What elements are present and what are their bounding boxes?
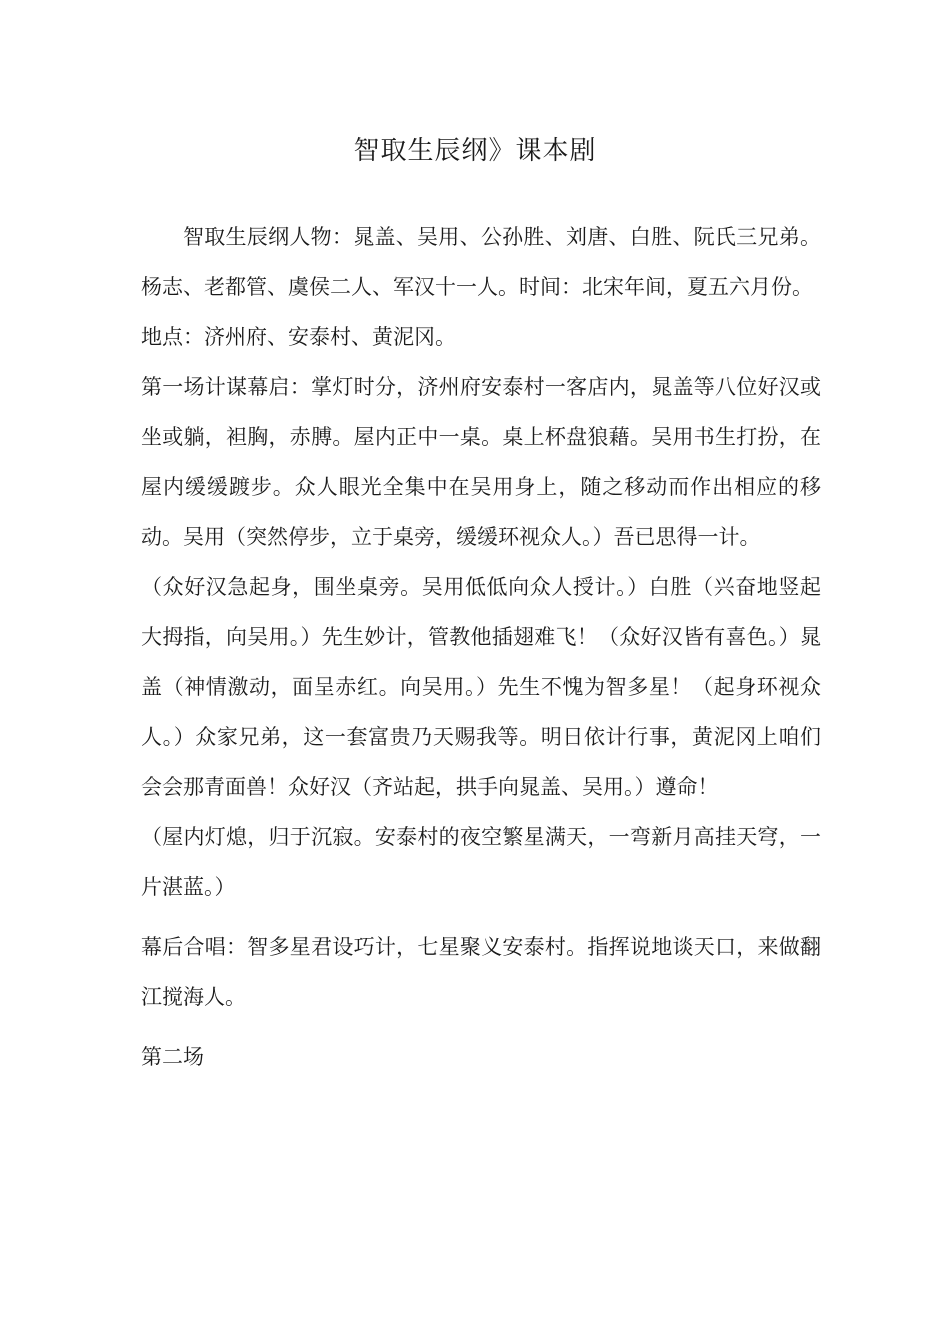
paragraph-plan: （众好汉急起身，围坐桌旁。吴用低低向众人授计。）白胜（兴奋地竖起大拇指，向吴用。）先生妙计，管教他插翅难飞！（众好汉皆有喜色。）晁盖（神情激动，面呈赤红。向吴用。）先生不愧为智多星！（起身环视众人。）众家兄弟，这一套富贵乃天赐我等。明日依计行事，黄泥冈上咱们会会那青面兽！众好汉（齐站起，拱手向晁盖、吴用。）遵命！ [141, 575, 821, 799]
document-title: 智取生辰纲》课本剧 [353, 136, 597, 166]
paragraph-chorus: 幕后合唱：智多星君设巧计，七星聚义安泰村。指挥说地谈天口，来做翻江搅海人。 [141, 935, 821, 1009]
paragraph-characters: 智取生辰纲人物：晁盖、吴用、公孙胜、刘唐、白胜、阮氏三兄弟。杨志、老都管、虞侯二人、军汉十一人。时间：北宋年间，夏五六月份。 [141, 225, 821, 299]
paragraph-scene-two: 第二场 [141, 1045, 204, 1069]
document-body [141, 212, 821, 1082]
paragraph-location: 地点：济州府、安泰村、黄泥冈。 [141, 325, 456, 349]
paragraph-lights-out: （屋内灯熄，归于沉寂。安泰村的夜空繁星满天，一弯新月高挂天穹，一片湛蓝。） [141, 825, 821, 899]
paragraph-scene-one: 第一场计谋幕启：掌灯时分，济州府安泰村一客店内，晁盖等八位好汉或坐或躺，袒胸，赤膊。屋内正中一桌。桌上杯盘狼藉。吴用书生打扮，在屋内缓缓踱步。众人眼光全集中在吴用身上，随之移动而作出相应的移动。吴用（突然停步，立于桌旁，缓缓环视众人。）吾已思得一计。 [141, 375, 821, 549]
